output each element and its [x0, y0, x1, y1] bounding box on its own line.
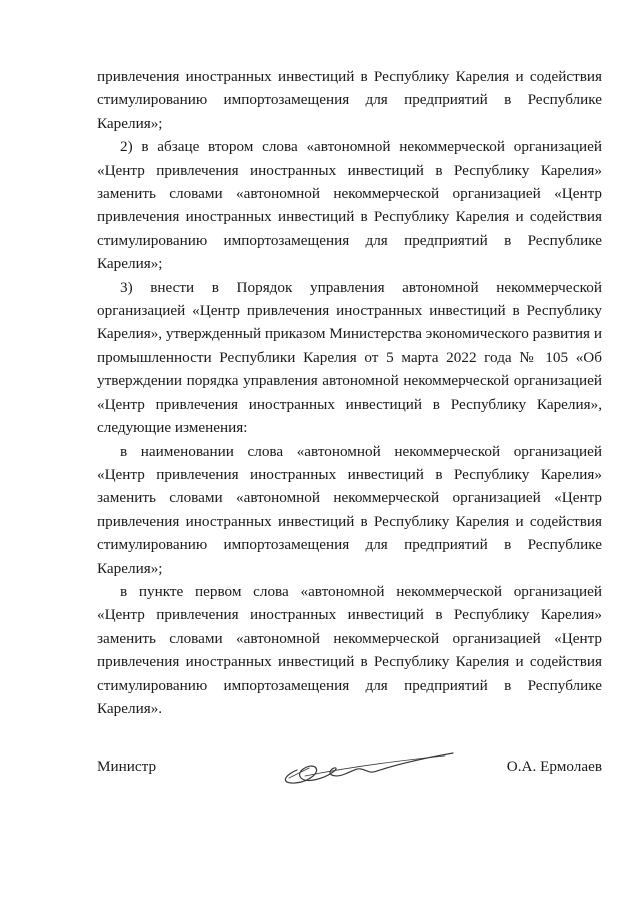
paragraph-item-2: 2) в абзаце втором слова «автономной некоммерческой организацией «Центр привлечения иностранных инвестиций в Республику Карелия» заменить словами «автономной некоммерческой организацией «Центр привлечения иностранных инвестиций в Республику Карелия и содействия стимулированию импортозамещения для предприятий в Республике Карелия»;	[97, 138, 602, 273]
document-body	[97, 65, 602, 720]
signatory-title: Министр	[97, 758, 157, 775]
signature-block	[97, 748, 602, 788]
paragraph-item-3: 3) внести в Порядок управления автономной некоммерческой организацией «Центр привлечения иностранных инвестиций в Республику Карелия», утвержденный приказом Министерства экономического развития и промышленности Республики Карелия от 5 марта 2022 года № 105 «Об утверждении порядка управления автономной некоммерческой организацией «Центр привлечения иностранных инвестиций в Республику Карелия», следующие изменения:	[97, 278, 602, 437]
handwritten-signature	[275, 748, 460, 788]
paragraph-change-point-one: в пункте первом слова «автономной некоммерческой организацией «Центр привлечения иностранных инвестиций в Республику Карелия» заменить словами «автономной некоммерческой организацией «Центр привлечения иностранных инвестиций в Республику Карелия и содействия стимулированию импортозамещения для предприятий в Республике Карелия».	[97, 582, 602, 717]
signatory-name: О.А. Ермолаев	[506, 758, 602, 775]
paragraph-continuation: привлечения иностранных инвестиций в Республику Карелия и содействия стимулированию импортозамещения для предприятий в Республике Карелия»;	[97, 68, 602, 132]
paragraph-change-name: в наименовании слова «автономной некоммерческой организацией «Центр привлечения иностранных инвестиций в Республику Карелия» заменить словами «автономной некоммерческой организацией «Центр привлечения иностранных инвестиций в Республику Карелия и содействия стимулированию импортозамещения для предприятий в Республике Карелия»;	[97, 442, 602, 577]
